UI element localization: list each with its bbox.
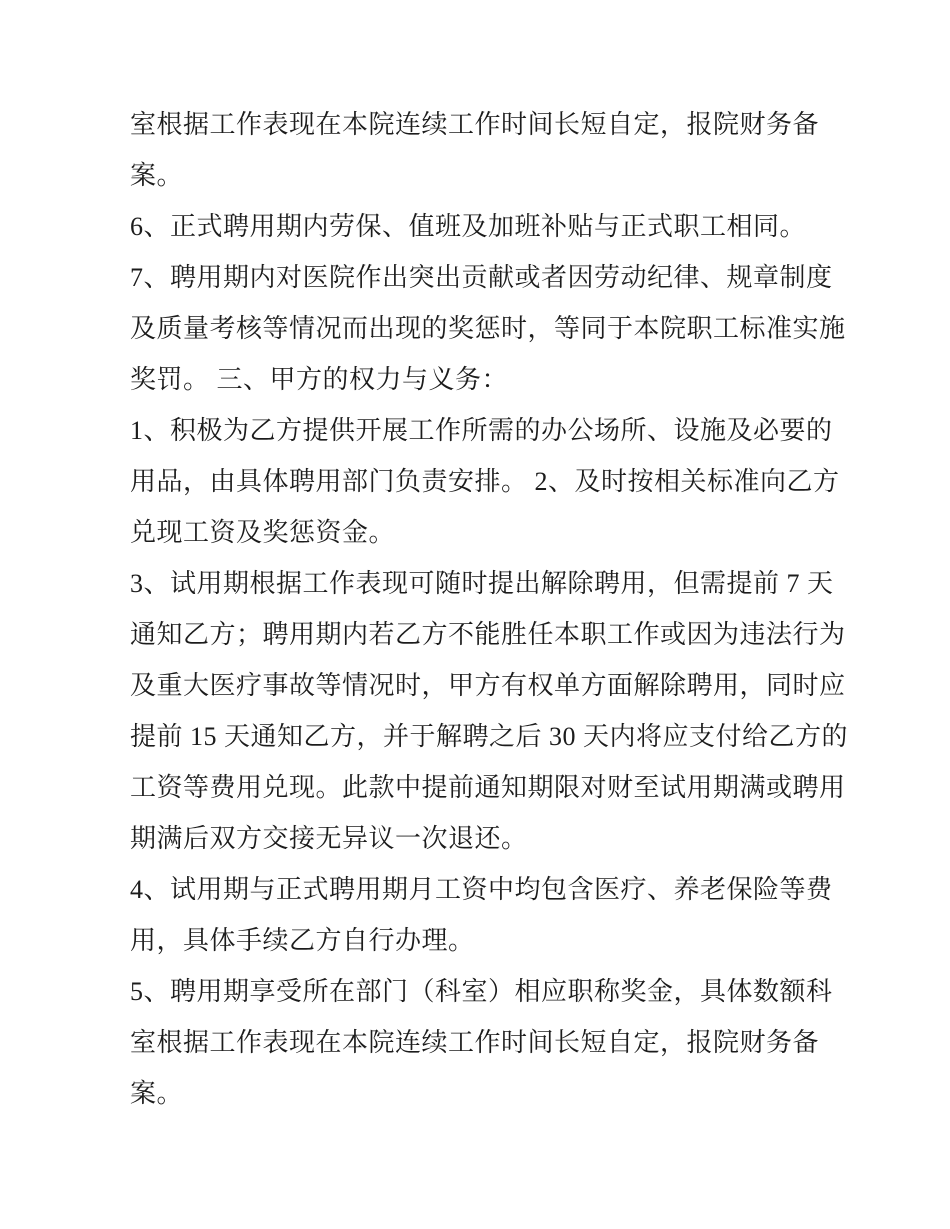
document-body <box>130 99 849 1119</box>
text-line: 及重大医疗事故等情况时，甲方有权单方面解除聘用，同时应 <box>130 671 846 700</box>
text-line: 1、积极为乙方提供开展工作所需的办公场所、设施及必要的 <box>130 416 833 445</box>
text-line: 6、正式聘用期内劳保、值班及加班补贴与正式职工相同。 <box>130 212 807 241</box>
text-line: 奖罚。 三、甲方的权力与义务： <box>130 365 509 394</box>
text-line: 兑现工资及奖惩资金。 <box>130 518 396 547</box>
text-line: 室根据工作表现在本院连续工作时间长短自定，报院财务备 <box>130 110 820 139</box>
text-line: 期满后双方交接无异议一次退还。 <box>130 824 528 853</box>
text-line: 用品，由具体聘用部门负责安排。 2、及时按相关标准向乙方 <box>130 467 840 496</box>
text-line: 室根据工作表现在本院连续工作时间长短自定，报院财务备 <box>130 1028 820 1057</box>
text-line: 及质量考核等情况而出现的奖惩时，等同于本院职工标准实施 <box>130 314 846 343</box>
text-line: 3、试用期根据工作表现可随时提出解除聘用，但需提前 7 天 <box>130 569 834 598</box>
text-line: 4、试用期与正式聘用期月工资中均包含医疗、养老保险等费 <box>130 875 833 904</box>
text-line: 通知乙方；聘用期内若乙方不能胜任本职工作或因为违法行为 <box>130 620 846 649</box>
text-line: 案。 <box>130 1079 184 1108</box>
text-line: 7、聘用期内对医院作出突出贡献或者因劳动纪律、规章制度 <box>130 263 833 292</box>
text-line: 案。 <box>130 161 184 190</box>
text-line: 5、聘用期享受所在部门（科室）相应职称奖金，具体数额科 <box>130 977 833 1006</box>
text-line: 用，具体手续乙方自行办理。 <box>130 926 475 955</box>
text-line: 提前 15 天通知乙方，并于解聘之后 30 天内将应支付给乙方的 <box>130 722 849 751</box>
text-line: 工资等费用兑现。此款中提前通知期限对财至试用期满或聘用 <box>130 773 846 802</box>
